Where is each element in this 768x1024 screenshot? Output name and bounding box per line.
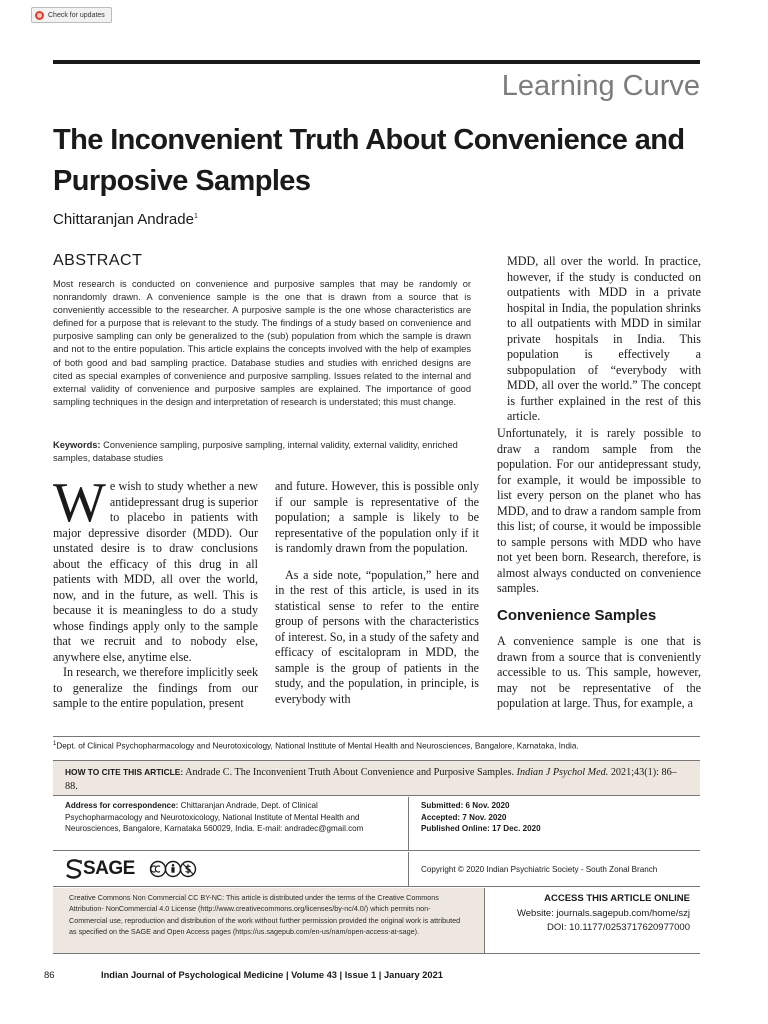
body-column-2	[275, 479, 479, 707]
body-paragraph: As a side note, “population,” here and in the rest of this article, is used in its statistical sense to refer to the entire group of persons with the characteristics of interest. So, in a study of the safety and efficacy of escitalopram in MDD, the sample is the group of patients in the study, and the population, in principle, is everybody with	[275, 567, 479, 706]
section-heading: Convenience Samples	[497, 607, 657, 624]
correspondence	[65, 800, 396, 835]
body-paragraph: Unfortunately, it is rarely possible to draw a random sample from the population. For our antidepressant study, for example, it would be impossible to list every person on the planet who has MDD, and to draw a random sample from this list; of course, it would be impossible to sample persons with MDD who have not yet been born. Research, therefore, is almost always conducted on convenience samples.	[497, 426, 701, 595]
submitted-date: Submitted: 6 Nov. 2020	[421, 801, 510, 810]
body-paragraph: In research, we therefore implicitly seek to generalize the findings from our sample to the entire population, present	[53, 665, 258, 710]
page-number: 86	[44, 970, 55, 981]
citation-volume: 2021;43(1): 86–88.	[65, 767, 677, 792]
correspondence-box	[53, 797, 409, 851]
body-column-1	[53, 472, 258, 712]
author-line	[53, 211, 198, 228]
citation-label: HOW TO CITE THIS ARTICLE:	[65, 767, 184, 777]
paragraph-text: e wish to study whether a new antidepressant drug is superior to placebo in patients with major depressive disorder (MDD). Our unstated desire is to draw conclusions about the efficacy of this drug in all patients with MDD, all over the world, now, and in the future, as well. This is because it is meaningless to do a study whose findings apply only to the sample that we recruit and to nobody else, anywhere else, anytime else.	[53, 479, 258, 664]
citation-box	[53, 760, 700, 796]
keywords-label: Keywords:	[53, 440, 101, 450]
article-title: The Inconvenient Truth About Convenience and Purposive Samples	[53, 124, 685, 197]
affiliation	[53, 741, 713, 751]
correspondence-text: Chittaranjan Andrade, Dept. of Clinical Psychopharmacology and Neurotoxicology, National Institute of Mental Health and Neurosciences, Bangalore, Karnataka 560029, India. E-mail: andradec@gmail.com	[65, 801, 364, 834]
website-link[interactable]: Website: journals.sagepub.com/home/szj	[516, 908, 690, 919]
accepted-date: Accepted: 7 Nov. 2020	[421, 812, 507, 822]
doi-link[interactable]: DOI: 10.1177/0253717620977000	[547, 922, 690, 933]
abstract-heading: ABSTRACT	[53, 252, 143, 269]
author-sup: 1	[193, 213, 198, 220]
header-rule	[53, 60, 700, 64]
abstract-text: Most research is conducted on convenience and purposive samples that may be randomly or nonrandomly drawn. A convenience sample is the one that is drawn from a source that is conveniently accessible to the researcher. A purposive sample is the one whose characteristics are defined for a purpose that is relevant to the study. The findings of a study based on convenience and purposive sampling can only be generalized to the (sub) population from which the sample is drawn and not to the entire population. This article explains the concepts involved with the help of examples of both good and bad sampling practice. Database studies and studies with enriched designs are cited as special examples of convenience and purposive sampling. Issues related to the internal and external validity of convenience and purposive samples are explained. The importance of good sampling techniques in the design and interpretation of research is understated; this must change.	[53, 279, 471, 407]
published-date: Published Online: 17 Dec. 2020	[421, 824, 541, 834]
sage-logo	[65, 858, 135, 880]
access-online-box	[485, 888, 700, 954]
body-paragraph: A convenience sample is one that is drawn from a source that is conveniently accessible to us. This sample, however, may not be representative of the population at large. Thus, for example, a	[497, 634, 701, 710]
citation	[65, 766, 688, 793]
affiliation-text: Dept. of Clinical Psychopharmacology and Neurotoxicology, National Institute of Mental Health and Neurosciences, Bangalore, Karnataka, India.	[56, 741, 579, 751]
copyright-text: Copyright © 2020 Indian Psychiatric Society - South Zonal Branch	[421, 864, 658, 874]
keywords	[53, 439, 471, 465]
sage-mark-icon	[65, 859, 83, 879]
publisher-box	[53, 852, 409, 887]
author-name: Chittaranjan Andrade	[53, 211, 194, 228]
citation-journal: Indian J Psychol Med.	[516, 767, 609, 778]
keywords-text: Convenience sampling, purposive sampling, internal validity, external validity, enriched samples, database studies	[53, 440, 458, 464]
citation-text: Andrade C. The Inconvenient Truth About Convenience and Purposive Samples.	[185, 767, 515, 778]
dates-box	[409, 797, 700, 851]
section-label: Learning Curve	[501, 70, 700, 102]
body-column-3-bottom	[497, 634, 701, 712]
check-for-updates-badge[interactable]	[31, 7, 112, 23]
journal-footer: Indian Journal of Psychological Medicine | Volume 43 | Issue 1 | January 2021	[101, 970, 443, 980]
footnote-rule	[53, 736, 700, 737]
access-heading: ACCESS THIS ARTICLE ONLINE	[544, 893, 690, 904]
drop-cap: W	[53, 472, 106, 534]
license-text: Creative Commons Non Commercial CC BY-NC: This article is distributed under the terms of the Creative Commons Attribution- NonCommercial 4.0 License (http://www.creativecommons.org/licenses/by-nc/4.0/) which permits non-Commercial use, reproduction and distribution of the work without further permission provided the original work is attributed as specified on the SAGE and Open Access pages (https://us.sagepub.com/en-us/nam/open-access-at-sage).	[69, 893, 461, 936]
creative-commons-icon	[149, 860, 197, 878]
affiliation-sup: 1	[53, 741, 57, 747]
license-box	[53, 888, 485, 954]
body-column-3-top	[507, 254, 701, 425]
update-icon	[35, 11, 44, 20]
body-column-3-middle	[497, 426, 701, 597]
body-paragraph: and future. However, this is possible only if our sample is representative of the population; a sample is likely to be representative of the population only if it is randomly drawn from the population.	[275, 479, 479, 555]
correspondence-label: Address for correspondence:	[65, 801, 179, 810]
badge-label: Check for updates	[48, 11, 105, 19]
copyright-box	[409, 852, 700, 887]
sage-wordmark: SAGE	[83, 858, 135, 879]
body-paragraph: MDD, all over the world. In practice, however, if the study is conducted on outpatients with MDD in a private hospital in India, the population shrinks to all outpatients with MDD in similar private hospitals in India. This population is effectively a subpopulation of “everybody with MDD, all over the world.” The concept is further explained in the rest of this article.	[507, 254, 701, 423]
body-paragraph	[53, 472, 258, 665]
